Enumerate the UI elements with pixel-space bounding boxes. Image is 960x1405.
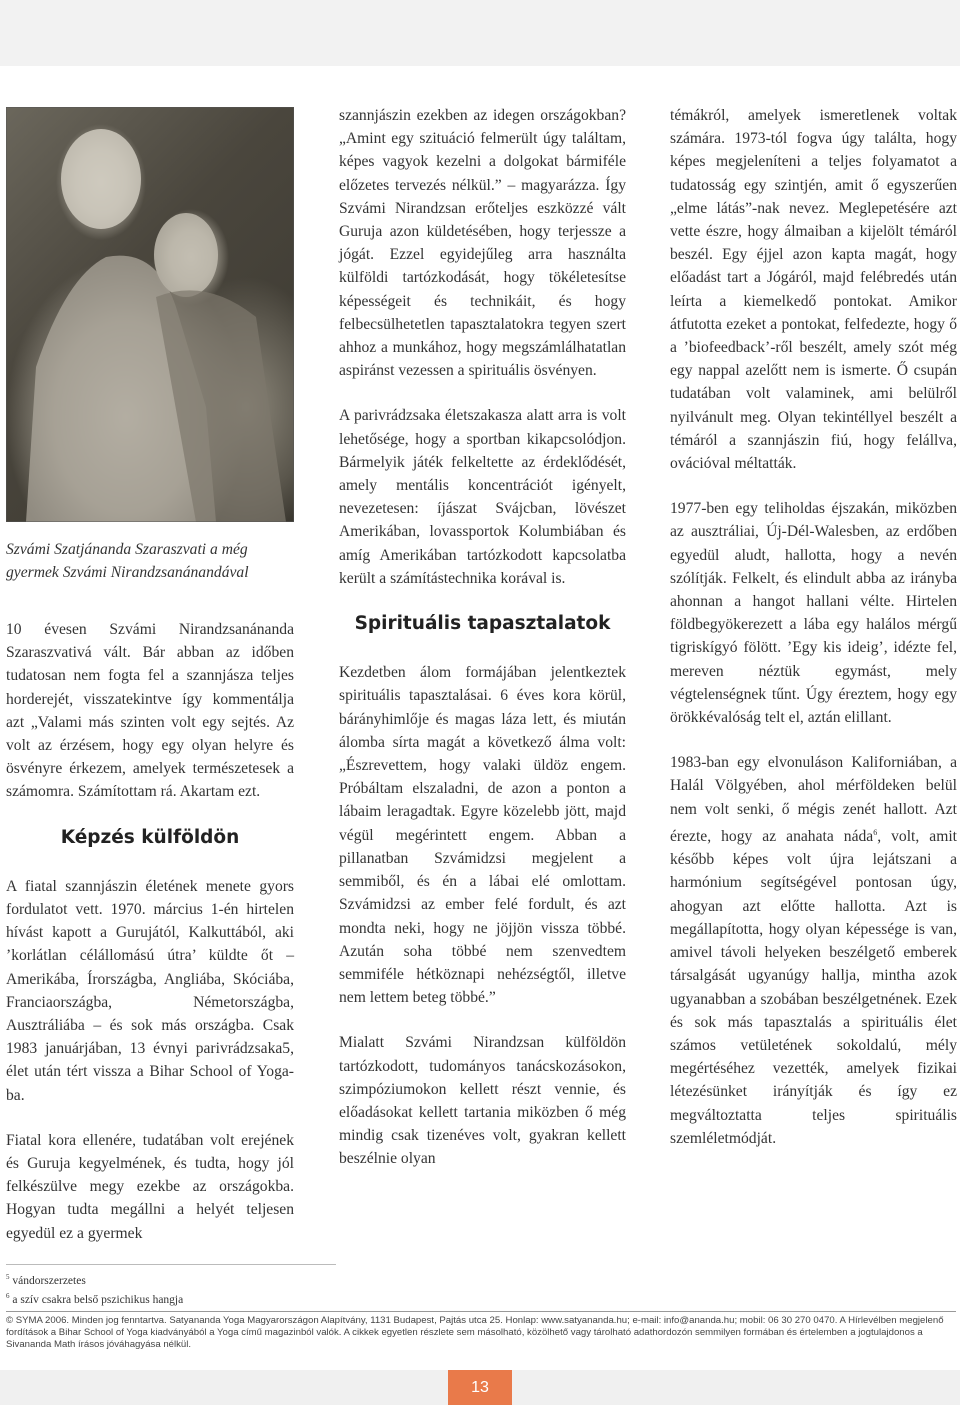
footnote-divider: [6, 1264, 336, 1265]
footnote-ref: 6: [873, 827, 878, 837]
footnote-5: [6, 1270, 183, 1289]
paragraph: A parivrádzsaka életszakasza alatt arra is volt lehetősége, hogy a sportban kikapcsolódjon. Bármelyik játék felkeltette az érdeklődését, amely mentális koncentrációt igényelt, nevezetesen: íjászat Svájcban, lövészet Amerikában, lovassportok Kolumbiában és amíg Amerikában tartózkodott kapcsolatba került a számítástechnika korával is.: [339, 407, 626, 587]
photo-illustration: [6, 107, 294, 522]
column-3: [670, 104, 957, 1172]
footnote-text: vándorszerzetes: [12, 1274, 86, 1287]
paragraph: témákról, amelyek ismeretlenek voltak számára. 1973-tól fogva úgy találta, hogy képes megjeleníteni a teljes folyamatot a tudatosság egy szintjén, amit ő egyszerűen „elme látás”-nak nevez. Meglepetésére azt vette észre, hogy álmaiban a kijelölt témáról beszél. Egy éjjel azon kapta magát, hogy előadást tart a Jógáról, majd felébredés után leírta a kiemelkedő pontokat. Amikor átfutotta ezeket a pontokat, felfedezte, hogy ő a ’biofeedback’-ről beszélt, amely szót még egy nappal azelőtt nem is ismerte. Ő csupán tudatában volt valaminek, ami belülről nyilvánult meg. Olyan tekintéllyel beszélt a témáról a szannjászin fiú, hogy felállva, ovációval méltatták.: [670, 107, 957, 473]
photo-caption: Szvámi Szatjánanda Szaraszvati a még gyermek Szvámi Nirandzsanánandával: [6, 541, 249, 581]
footnote-mark: 5: [6, 1273, 10, 1281]
paragraph: szannjászin ezekben az idegen országokban? „Amint egy szituáció felmerült úgy találtam, képes vagyok kezelni a dolgokat bármiféle előzetes tervezés nélkül.” – magyarázza. Így Szvámi Nirandzsan erőteljes eszközzé vált Guruja azon küldetésében, hogy terjessze a jógát. Ezzel egyidejűleg arra használta külföldi tartózkodását, hogy tökéletesítse képességeit és technikáit, és hogy felbecsülhetetlen tapasztalatokra tegyen szert ahhoz a munkához, hogy megszámlálhatatlan aspiránst vezessen a spirituális ösvényen.: [339, 107, 626, 380]
column-1: [6, 103, 294, 1267]
photo-swami-with-child: [6, 107, 294, 522]
paragraph-text: 1983-ban egy elvonuláson Kaliforniában, a Halál Völgyében, ahol mérföldeken belül nem volt senki, ő mégis zenét hallott. Azt érezte, hogy az anahata náda: [670, 754, 957, 846]
top-band: [0, 0, 960, 66]
paragraph: Fiatal kora ellenére, tudatában volt erejének és Guruja kegyelmének, és tudta, hogy jól felkészülve megy ezekbe az országokba. Hogyan tudta megállni a helyét teljesen egyedül ez a gyermek: [6, 1131, 294, 1242]
footnotes: [6, 1270, 183, 1308]
paragraph: Kezdetben álom formájában jelentkeztek spirituális tapasztalásai. 6 éves kora körül, bárányhimlője és magas láza lett, és miután álomba sírta magát a következő álma volt: „Észrevettem, hogy valaki üldöz engem. Próbáltam elszaladni, de azon a ponton a lábaim leragadtak. Egyre közelebb jött, majd végül megérintett engem. Abban a pillanatban Szvámidzsi megjelent a semmiből, és én a lábai elé omlottam. Szvámidzsi az ember felé fordult, és azt mondta neki, hogy ne jöjjön vissza többé. Azután soha többé nem szenvedtem semmiféle hétköznapi nehézségtől, illetve nem lettem beteg többé.”: [339, 664, 626, 1007]
copyright-footer: © SYMA 2006. Minden jog fenntartva. Satyananda Yoga Magyarországon Alapítvány, 1131 Budapest, Pajtás utca 25. Honlap: www.satyananda.hu; e-mail: info@ananda.hu; mobil: 06 30 270 0470. A Hírlevélben megjelenő fordítások a Bihar School of Yoga kiadványából a Yoga című magazinból valók. A cikkek egyetlen részlete sem másolható, közölhető vagy tárolható adathordozón semmilyen formában és értelemben a jogtulajdonos a Sivananda Math írásos jóváhagyása nélkül.: [6, 1311, 956, 1351]
footnote-text: a szív csakra belső pszichikus hangja: [12, 1293, 184, 1306]
paragraph-text: , volt, amit később képes volt újra lejátszani a harmónium segítségével pontosan úgy, ahogyan azt előtte hallotta. Azt is megállapította, hogy olyan képessége is van, amivel távoli helyeken beszélgető emberek társalgását ugyanúgy hallja, mintha azok ugyanabban a szobában beszélgetnének. Ezek és sok más tapasztalás a spirituális élet számos vetületének sokoldalú, mély megértéséhez vezették, amelyek fizikai létezésünket irányítják és így ez megváltoztatta teljes spirituális szemléletmódját.: [670, 828, 958, 1147]
paragraph: 1977-ben egy teliholdas éjszakán, miközben az ausztráliai, Új-Dél-Walesben, az erdőben egyedül aludt, hallotta, hogy a nevén szólítják. Felkelt, és elindult abba az irányba ahonnan a hangot hallani vélte. Hirtelen földbegyökerezett a lába egy halálos mérgű tigriskígyó fölött. ’Egy kis ideig’, idézte fel, mereven néztük egymást, mely végtelenségnek tűnt. Úgy éreztem, hogy egy örökkévalóság telt el, aztán elillant.: [670, 500, 957, 727]
footnote-6: [6, 1289, 183, 1308]
paragraph: Mialatt Szvámi Nirandzsan külföldön tartózkodott, tudományos tanácskozásokon, szimpóziumokon kellett részt vennie, és előadásokat kellett tartania miközben ő még mindig csak tizenéves volt, gyakran kellett beszélnie olyan: [339, 1034, 626, 1168]
section-heading: Képzés külföldön: [60, 826, 240, 848]
paragraph: 10 évesen Szvámi Nirandzsanánanda Szaraszvativá vált. Bár abban az időben tudatosan nem fogta fel a szannjásza teljes horderejét, visszatekintve így kommentálja azt „Valami más szinten volt egy sejtés. Az volt az érzésem, hogy egy olyan helyre és ösvényre érkezem, amelyek természetesek a számomra. Számítottam rá. Akartam ezt.: [6, 621, 294, 801]
page-number: 13: [448, 1370, 512, 1405]
paragraph: A fiatal szannjászin életének menete gyors fordulatot vett. 1970. március 1-én hirtelen hívást kapott a Gurujától, Kalkuttából, aki ’korlátlan célállomású útra’ küldte őt – Amerikába, Írországba, Angliába, Skóciába, Franciaországba, Németországba, Ausztráliába – és sok más országba. Csak 1983 januárjában, 13 évnyi parivrádzsaka5, élet után tért vissza a Bihar School of Yoga-ba.: [6, 877, 294, 1104]
section-heading: Spirituális tapasztalatok: [354, 613, 611, 635]
paragraph: [670, 751, 957, 1150]
footnote-mark: 6: [6, 1291, 10, 1300]
column-2: [339, 104, 626, 1193]
